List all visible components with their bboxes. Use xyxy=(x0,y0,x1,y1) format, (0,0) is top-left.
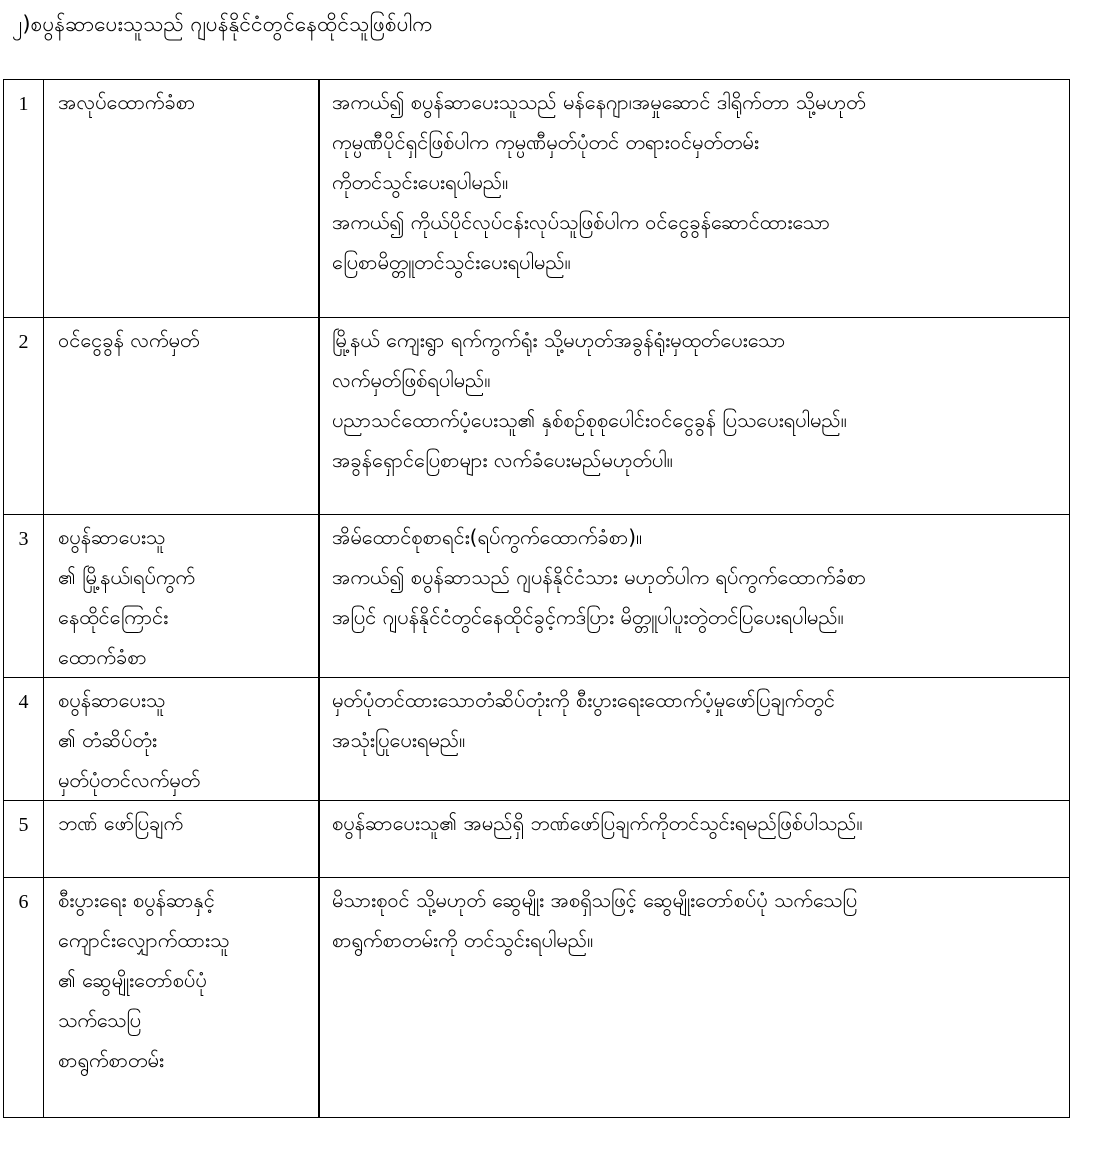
table-row xyxy=(4,318,1070,515)
row-number: 1 xyxy=(4,80,44,318)
document-description xyxy=(319,515,1070,678)
document-label-line: စီးပွားရေး စပွန်ဆာနှင့် xyxy=(58,888,215,912)
document-description-line: အကယ်၍ စပွန်ဆာပေးသူသည် မန်နေဂျာ၊အမှုဆောင် ဒါရိုက်တာ သို့မဟုတ် xyxy=(332,90,866,114)
document-description-line: လက်မှတ်ဖြစ်ရပါမည်။ xyxy=(332,368,491,392)
document-description-line: ကုမ္ပဏီပိုင်ရှင်ဖြစ်ပါက ကုမ္ပဏီမှတ်ပုံတင် တရားဝင်မှတ်တမ်း xyxy=(332,130,759,154)
document-label-line: ထောက်ခံစာ xyxy=(58,645,147,669)
document-label-line: သက်သေပြ xyxy=(58,1008,142,1032)
document-description xyxy=(319,678,1070,801)
row-number: 4 xyxy=(4,678,44,801)
document-label-line: ၏ မြို့နယ်၊ရပ်ကွက် xyxy=(58,565,196,589)
row-number: 3 xyxy=(4,515,44,678)
document-description-line: အသုံးပြုပေးရမည်။ xyxy=(332,728,466,752)
document-label-line: ဘဏ် ဖော်ပြချက် xyxy=(58,811,184,835)
document-description-line: မြို့နယ် ကျေးရွာ ရက်ကွက်ရုံး သို့မဟုတ်အခွန်ရုံးမှထုတ်ပေးသော xyxy=(332,328,786,352)
document-label-line: ၏ တံဆိပ်တုံး xyxy=(58,728,157,752)
document-description-line: ကိုတင်သွင်းပေးရပါမည်။ xyxy=(332,170,509,194)
section-heading: ၂)စပွန်ဆာပေးသူသည် ဂျပန်နိုင်ငံတွင်နေထိုင်သူဖြစ်ပါက xyxy=(12,12,433,36)
table-row xyxy=(4,678,1070,801)
document-description xyxy=(319,801,1070,878)
document-label-line: နေထိုင်ကြောင်း xyxy=(58,605,169,629)
document-description-line: အိမ်ထောင်စုစာရင်း(ရပ်ကွက်ထောက်ခံစာ)။ xyxy=(332,525,643,549)
document-label-line: မှတ်ပုံတင်လက်မှတ် xyxy=(58,768,201,792)
document-label-line: အလုပ်ထောက်ခံစာ xyxy=(58,90,196,114)
document-description-line: အပြင် ဂျပန်နိုင်ငံတွင်နေထိုင်ခွင့်ကဒ်ပြား မိတ္တူပါပူးတွဲတင်ပြပေးရပါမည်။ xyxy=(332,605,844,629)
document-label xyxy=(44,878,320,1118)
document-label xyxy=(44,801,320,878)
document-description-line: ပညာသင်ထောက်ပံ့ပေးသူ၏ နှစ်စဉ်စုစုပေါင်းဝင်ငွေခွန် ပြသပေးရပါမည်။ xyxy=(332,408,847,432)
document-label xyxy=(44,678,320,801)
document-label-line: ၏ ဆွေမျိုးတော်စပ်ပုံ xyxy=(58,968,207,992)
document-description xyxy=(319,80,1070,318)
document-label-line: စပွန်ဆာပေးသူ xyxy=(58,525,166,549)
table-row xyxy=(4,801,1070,878)
document-description-line: အကယ်၍ ကိုယ်ပိုင်လုပ်ငန်းလုပ်သူဖြစ်ပါက ဝင်ငွေခွန်ဆောင်ထားသော xyxy=(332,210,831,234)
row-number: 6 xyxy=(4,878,44,1118)
document-label xyxy=(44,80,320,318)
table-row xyxy=(4,878,1070,1118)
document-description-line: ပြေစာမိတ္တူတင်သွင်းပေးရပါမည်။ xyxy=(332,250,571,274)
document-description-line: စပွန်ဆာပေးသူ၏ အမည်ရှိ ဘဏ်ဖော်ပြချက်ကိုတင်သွင်းရမည်ဖြစ်ပါသည်။ xyxy=(332,811,863,835)
table-row xyxy=(4,515,1070,678)
document-description-line: အခွန်ရှောင်ပြေစာများ လက်ခံပေးမည်မဟုတ်ပါ။ xyxy=(332,448,673,472)
row-number: 5 xyxy=(4,801,44,878)
document-description xyxy=(319,318,1070,515)
document-label-line: စပွန်ဆာပေးသူ xyxy=(58,688,166,712)
document-description-line: စာရွက်စာတမ်းကို တင်သွင်းရပါမည်။ xyxy=(332,928,594,952)
document-description-line: အကယ်၍ စပွန်ဆာသည် ဂျပန်နိုင်ငံသား မဟုတ်ပါက ရပ်ကွက်ထောက်ခံစာ xyxy=(332,565,867,589)
document-description-line: မိသားစုဝင် သို့မဟုတ် ဆွေမျိုး အစရှိသဖြင့် ဆွေမျိုးတော်စပ်ပုံ သက်သေပြ xyxy=(332,888,858,912)
table-row xyxy=(4,80,1070,318)
document-label-line: ကျောင်းလျှောက်ထားသူ xyxy=(58,928,230,952)
row-number: 2 xyxy=(4,318,44,515)
document-label xyxy=(44,515,320,678)
document-description-line: မှတ်ပုံတင်ထားသောတံဆိပ်တုံးကို စီးပွားရေးထောက်ပံ့မှုဖော်ပြချက်တွင် xyxy=(332,688,835,712)
document-label-line: ဝင်ငွေခွန် လက်မှတ် xyxy=(58,328,200,352)
document-description xyxy=(319,878,1070,1118)
document-label-line: စာရွက်စာတမ်း xyxy=(58,1048,164,1072)
document-label xyxy=(44,318,320,515)
document-requirements-table xyxy=(3,79,1070,1118)
